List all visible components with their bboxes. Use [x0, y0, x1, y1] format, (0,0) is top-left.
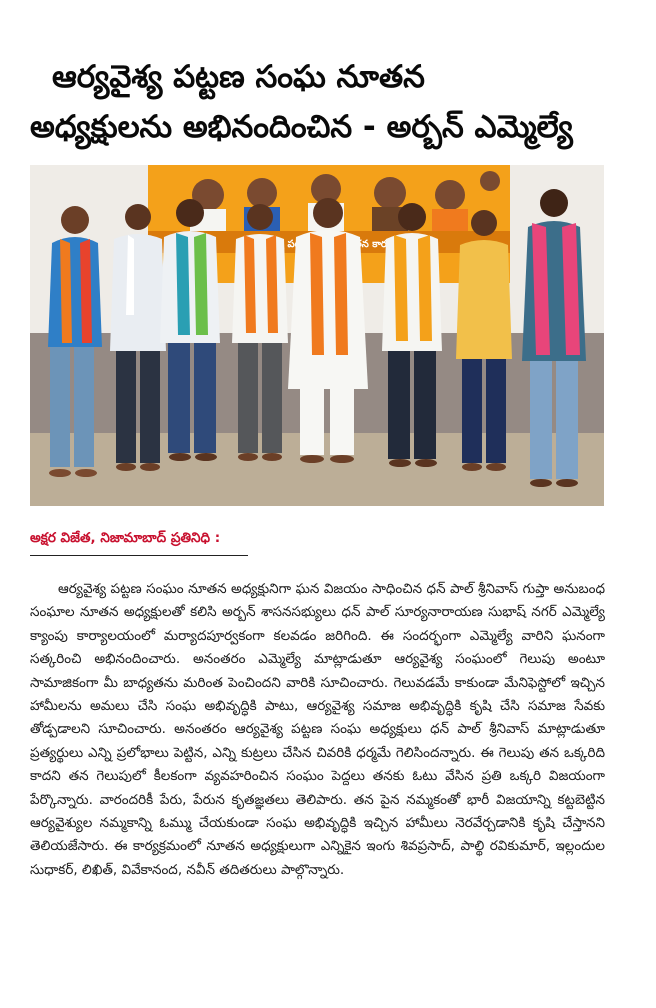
group-photo — [30, 165, 604, 506]
article-body: ఆర్యవైశ్య పట్టణ సంఘం నూతన అధ్యక్షునిగా ఘన విజయం సాధించిన ధన్ పాల్ శ్రీనివాస్ గుప్తా అనుబంధ సంఘాల నూతన అధ్యక్షులతో కలిసి అర్బన్ శాసనసభ్యులు ధన్ పాల్ సూర్యనారాయణ సుభాష్ నగర్ ఎమ్మెల్యే క్యాంపు కార్యాలయంలో మర్యాదపూర్వకంగా కలవడం జరిగింది. ఈ సందర్భంగా ఎమ్మెల్యే వారిని ఘనంగా సత్కరించి అభినందించారు. అనంతరం ఎమ్మెల్యే మాట్లాడుతూ ఆర్యవైశ్య సంఘంలో గెలుపు అంటూ సామాజికంగా మీ బాధ్యతను మరింత పెంచిందని వారికి సూచించారు. గెలువడమే కాకుండా మేనిఫెస్టోలో ఇచ్చిన హామీలను అమలు చేసి సంఘ అభివృద్ధికి పాటు, ఆర్యవైశ్య సమాజ అభివృద్ధికి కృషి చేసి సమాజ సేవకు తోడ్పడాలని సూచించారు. అనంతరం ఆర్యవైశ్య పట్టణ సంఘ అధ్యక్షులు ధన్ పాల్ శ్రీనివాస్ మాట్లాడుతూ ప్రత్యర్థులు ఎన్ని ప్రలోభాలు పెట్టిన, ఎన్ని కుట్రలు చేసిన చివరికి ధర్మమే గెలిసిందన్నారు. ఈ గెలుపు తన ఒక్కరిది కాదని తన గెలుపులో కీలకంగా వ్యవహరించిన సంఘం పెద్దలు తనకు ఓటు వేసిన ప్రతి ఒక్కరి విజయంగా పేర్కొన్నారు. వారందరికీ పేరు, పేరున కృతజ్ఞతలు తెలిపారు. తన పైన నమ్మకంతో భారీ విజయాన్ని కట్టబెట్టిన ఆర్యవైశ్యుల నమ్మకాన్ని ఓమ్ము చేయకుండా సంఘ అభివృద్ధికి ఇచ్చిన హామీలు నెరవేర్చడానికి కృషి చేస్తానని తెలియజేసారు. ఈ కార్యక్రమంలో నూతన అధ్యక్షులుగా ఎన్నికైన ఇంగు శివప్రసాద్, పాల్థి రవికుమార్, ఇల్లందుల సుధాకర్, లిఖిత్, వివేకానంద, నవీన్ తదితరులు పాల్గొన్నారు. — [30, 581, 605, 878]
headline-line-1: ఆర్యవైశ్య పట్టణ సంఘ నూతన — [52, 59, 425, 95]
headline-line-2: అధ్యక్షులను అభినందించిన - అర్బన్ ఎమ్మెల్యే — [30, 109, 573, 145]
person-3 — [160, 199, 220, 461]
headline — [30, 52, 630, 152]
byline: అక్షర విజేత, నిజామాబాద్ ప్రతినిధి : — [30, 530, 221, 546]
person-1 — [48, 206, 102, 477]
byline-divider — [30, 555, 248, 556]
